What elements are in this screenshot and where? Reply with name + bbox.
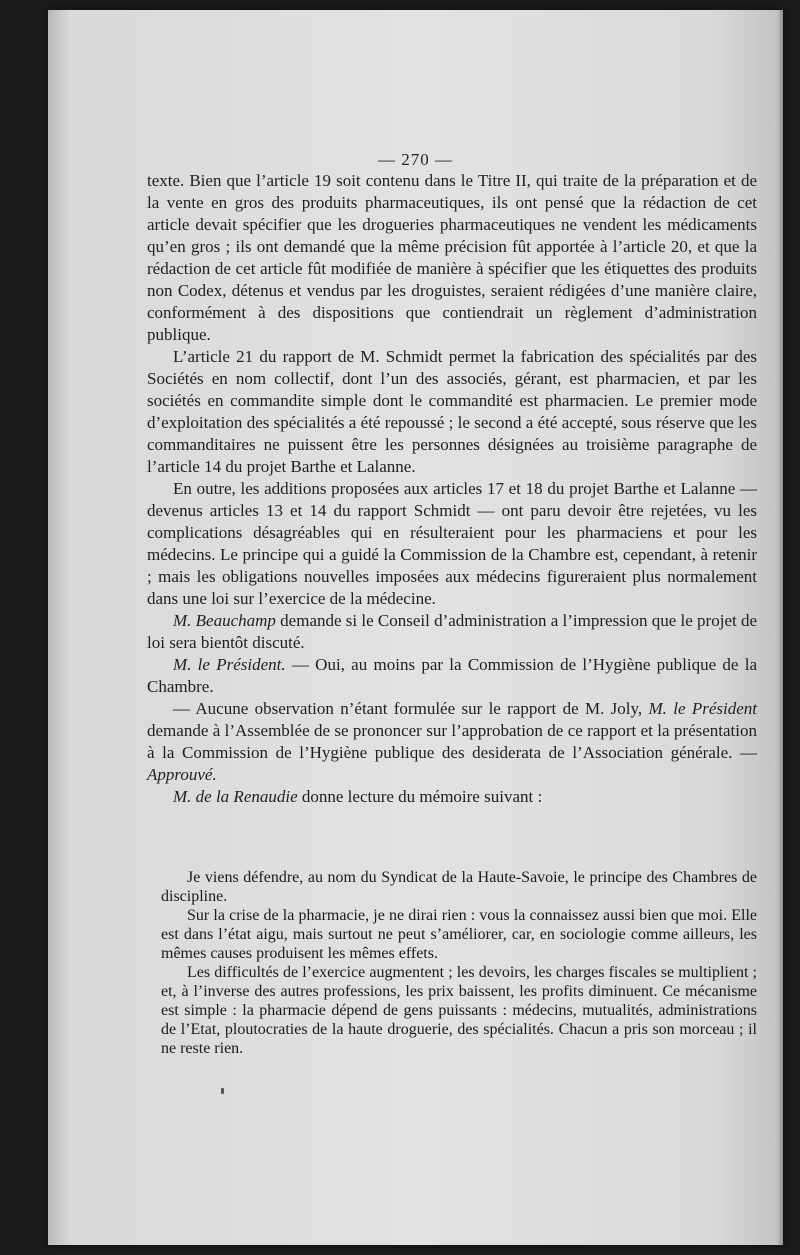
paragraph-7-text: donne lecture du mémoire suivant : <box>297 787 543 806</box>
speaker-president: M. le Président. <box>173 655 286 674</box>
paragraph-5 <box>147 654 757 698</box>
document-page <box>48 10 783 1245</box>
paragraph-6-text: demande à l’Assemblée de se prononcer sur l’approbation de ce rapport et la présentation à la Commission de l’Hygiène publique des desiderata de l’Association générale. — <box>147 721 757 762</box>
paragraph-7 <box>147 786 757 808</box>
speaker-president-2: M. le Président <box>648 699 757 718</box>
page-edge-shadow <box>777 10 783 1245</box>
paragraph-2: L’article 21 du rapport de M. Schmidt permet la fabrication des spécialités par des Sociétés en nom collectif, dont l’un des associés, gérant, est pharmacien, et par les sociétés en commandite simple dont le commandité est pharmacien. Le premier mode d’exploitation des spécialités a été repoussé ; le second a été accepté, sous réserve que les commanditaires ne puissent être les personnes désignées au troisième paragraphe de l’article 14 du projet Barthe et Lalanne. <box>147 347 757 476</box>
paragraph-1: texte. Bien que l’article 19 soit contenu dans le Titre II, qui traite de la préparation et de la vente en gros des produits pharmaceutiques, ils ont pensé que la rédaction de cet article devait spécifier que les drogueries pharmaceutiques ne vendent les médicaments qu’en gros ; ils ont demandé que la même précision fût apportée à l’article 20, et que la rédaction de cet article fût modifiée de manière à spécifier que les étiquettes des produits non Codex, détenus et vendus par les droguistes, seraient rédigées d’une manière claire, conformément à des dispositions que contiendrait un règlement d’administration publique. <box>147 171 757 344</box>
main-text <box>147 170 757 808</box>
speaker-renaudie: M. de la Renaudie <box>173 787 298 806</box>
paragraph-4 <box>147 610 757 654</box>
paragraph-4-text: demande si le Conseil d’administration a l’impression que le projet de loi sera bientôt discuté. <box>147 611 758 652</box>
paragraph-5-text: — Oui, au moins par la Commission de l’Hygiène publique de la Chambre. <box>147 655 757 696</box>
ink-mark <box>221 1088 224 1094</box>
memoir-text <box>161 868 757 1058</box>
speaker-beauchamp: M. Beauchamp <box>173 611 276 630</box>
approved-label: Approuvé. <box>147 765 217 784</box>
memoir-paragraph-3: Les difficultés de l’exercice augmentent ; les devoirs, les charges fiscales se multiplient ; et, à l’inverse des autres professions, les prix baissent, les profits diminuent. Ce mécanisme est simple : la pharmacie dépend de gens puissants : médecins, mutualités, administrations de l’Etat, ploutocraties de la haute droguerie, des spécialités. Chacun a pris son morceau ; il ne reste rien. <box>161 964 757 1057</box>
memoir-paragraph-1: Je viens défendre, au nom du Syndicat de la Haute-Savoie, le principe des Chambres de discipline. <box>161 869 757 905</box>
paragraph-6 <box>147 698 757 786</box>
memoir-paragraph-2: Sur la crise de la pharmacie, je ne dirai rien : vous la connaissez aussi bien que moi. Elle est dans l’état aigu, mais surtout ne peut s’améliorer, car, en sociologie comme ailleurs, les mêmes causes produisent les mêmes effets. <box>161 907 757 962</box>
paragraph-3: En outre, les additions proposées aux articles 17 et 18 du projet Barthe et Lalanne — devenus articles 13 et 14 du rapport Schmidt — ont paru devoir être rejetées, vu les complications désagréables qui en résulteraient pour les pharmaciens et pour les médecins. Le principe qui a guidé la Commission de la Chambre est, cependant, à retenir ; mais les obligations nouvelles imposées aux médecins figureraient plus normalement dans une loi sur l’exercice de la médecine. <box>147 479 757 608</box>
page-number: — 270 — <box>378 150 453 169</box>
paragraph-6-start: — Aucune observation n’étant formulée sur le rapport de M. Joly, <box>173 699 649 718</box>
